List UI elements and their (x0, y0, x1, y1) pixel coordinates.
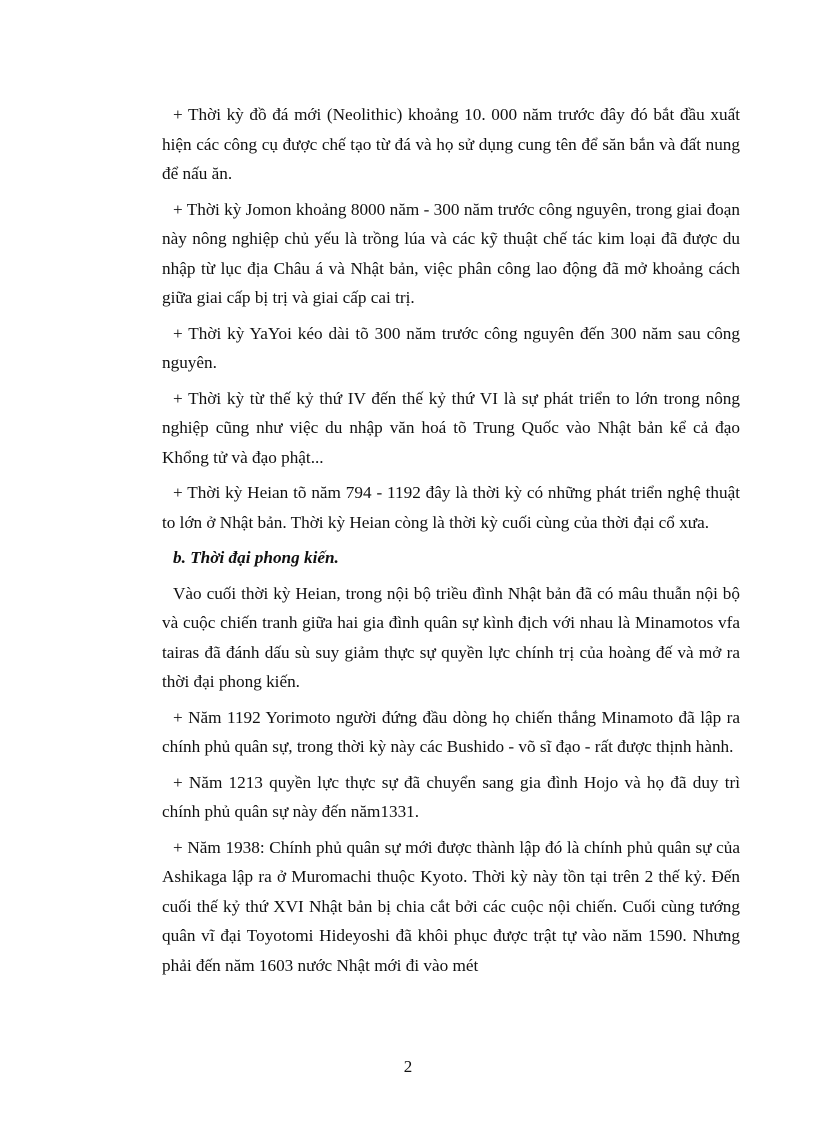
section-heading: b. Thời đại phong kiến. (173, 548, 339, 567)
page-number: 2 (403, 1057, 413, 1076)
paragraph-1938: + Năm 1938: Chính phủ quân sự mới được thành lập đó là chính phủ quân sự của Ashikaga lập ra ở Muromachi thuộc Kyoto. Thời kỳ này tồn tại trên 2 thế kỷ. Đến cuối thế kỷ thứ XVI Nhật bản bị chia cắt bởi các cuộc nội chiến. Cuối cùng tướng quân vĩ đại Toyotomi Hideyoshi đã khôi phục được trật tự vào năm 1590. Nhưng phải đến năm 1603 nước Nhật mới đi vào mét (162, 837, 740, 975)
document-page (162, 100, 740, 986)
paragraph-yayoi: + Thời kỳ YaYoi kéo dài tõ 300 năm trước công nguyên đến 300 năm sau công nguyên. (162, 323, 740, 372)
paragraph-1213: + Năm 1213 quyền lực thực sự đã chuyển sang gia đình Hojo và họ đã duy trì chính phủ quân sự này đến năm1331. (162, 772, 740, 821)
paragraph-1192: + Năm 1192 Yorimoto người đứng đầu dòng họ chiến thắng Minamoto đã lập ra chính phủ quân sự, trong thời kỳ này các Bushido - võ sĩ đạo - rất được thịnh hành. (162, 707, 740, 756)
paragraph-4th-6th-century: + Thời kỳ từ thế kỷ thứ IV đến thế kỷ thứ VI là sự phát triển to lớn trong nông nghiệp cũng như việc du nhập văn hoá tõ Trung Quốc vào Nhật bản kể cả đạo Khổng tử và đạo phật... (162, 388, 740, 467)
paragraph-feudal-intro: Vào cuối thời kỳ Heian, trong nội bộ triều đình Nhật bản đã có mâu thuẫn nội bộ và cuộc chiến tranh giữa hai gia đình quân sự kình địch với nhau là Minamotos vfa tairas đã đánh dấu sù suy giảm thực sự quyền lực chính trị của hoàng đế và mở ra thời đại phong kiến. (162, 583, 740, 691)
paragraph-heian: + Thời kỳ Heian tõ năm 794 - 1192 đây là thời kỳ có những phát triển nghệ thuật to lớn ở Nhật bản. Thời kỳ Heian còng là thời kỳ cuối cùng của thời đại cổ xưa. (162, 483, 740, 532)
paragraph-jomon: + Thời kỳ Jomon khoảng 8000 năm - 300 năm trước công nguyên, trong giai đoạn này nông nghiệp chủ yếu là trồng lúa và các kỹ thuật chế tác kim loại đã được du nhập từ lục địa Châu á và Nhật bản, việc phân công lao động đã mở khoảng cách giữa giai cấp bị trị và giai cấp cai trị. (162, 199, 740, 307)
paragraph-neolithic: + Thời kỳ đồ đá mới (Neolithic) khoảng 10. 000 năm trước đây đó bắt đầu xuất hiện các công cụ được chế tạo từ đá và họ sử dụng cung tên để săn bắn và đất nung để nấu ăn. (162, 105, 740, 183)
